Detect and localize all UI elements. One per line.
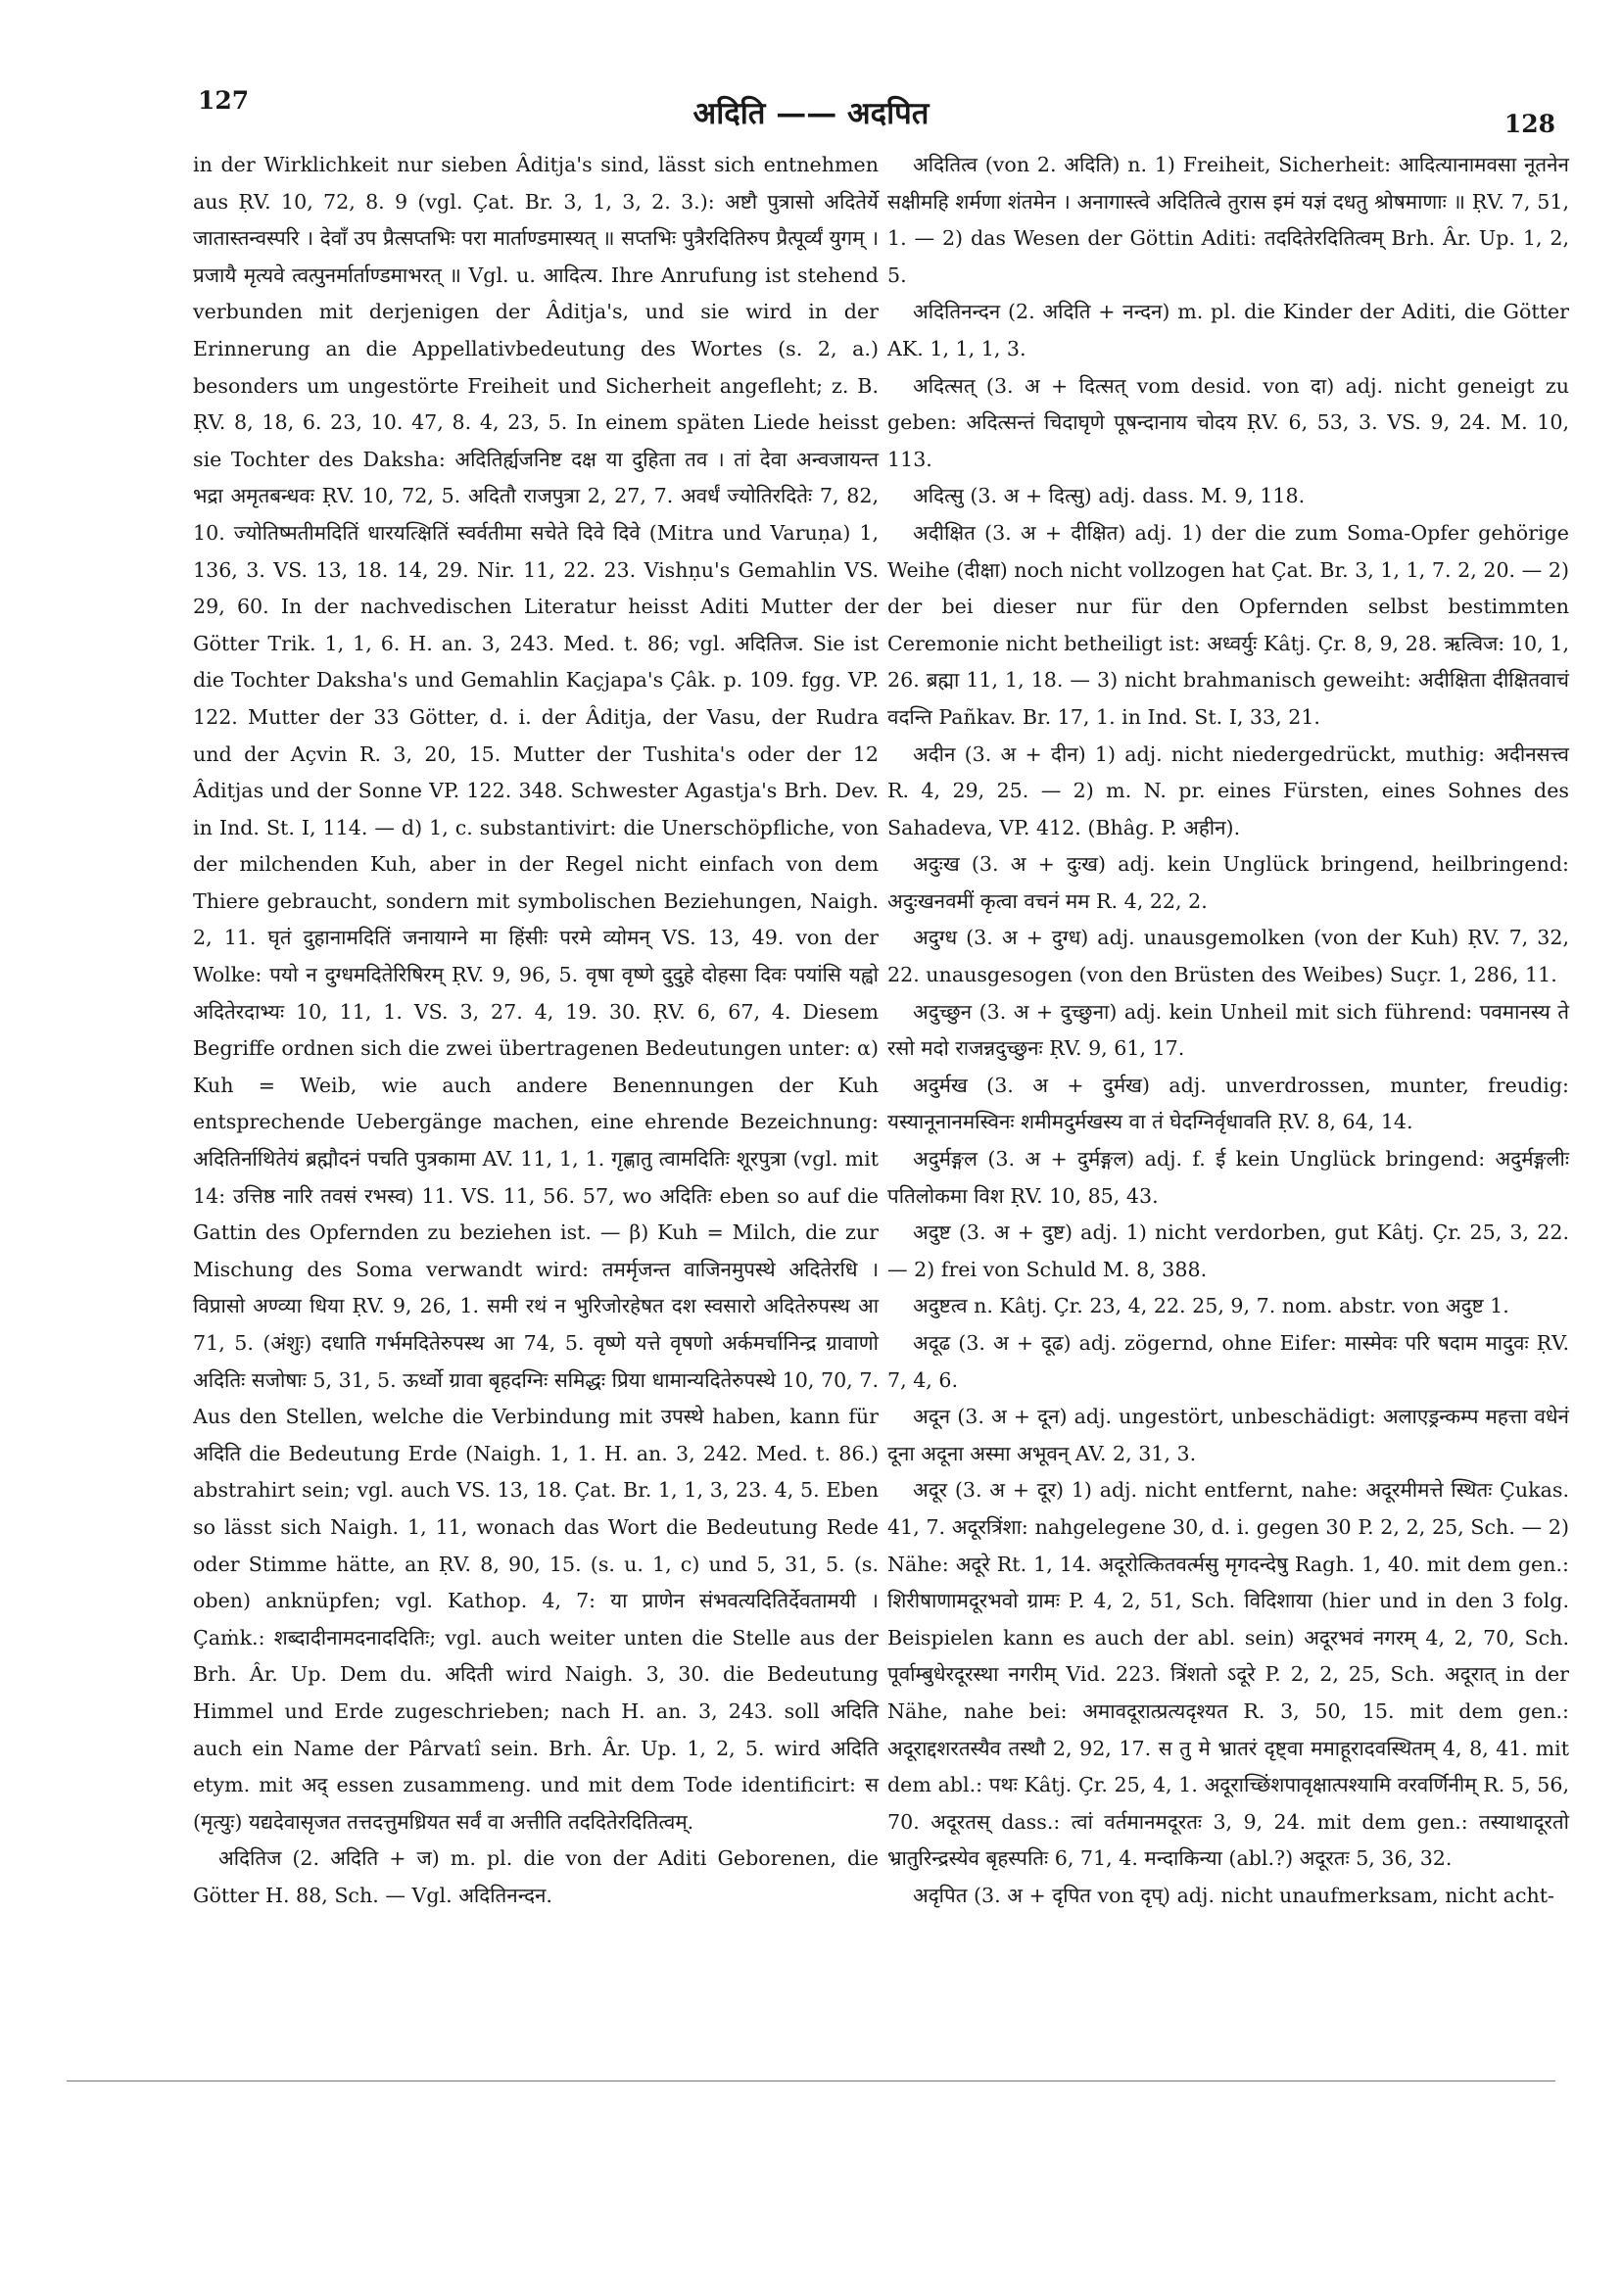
- running-head: अदिति —— अदपित: [692, 96, 930, 131]
- entry-adugdha: अदुग्ध (3. अ + दुग्ध) adj. unausgemolken (von der Kuh) ṚV. 7, 32, 22. unausgesogen (von den Brüsten des Weibes) Suçr. 1, 286, 11.: [887, 926, 1569, 987]
- left-paragraph-aditi-continued: in der Wirklichkeit nur sieben Âditja's sind, lässt sich entnehmen aus ṚV. 10, 72, 8. 9 (vgl. Çat. Br. 3, 1, 3, 2. 3.): अष्टौ पुत्रासो अदितेर्ये जातास्तन्वस्परि । देवाँ उप प्रैत्सप्तभिः परा मार्ताण्डमास्यत् ॥ सप्तभिः पुत्रैरदितिरुप प्रैत्पूर्व्यं युगम् । प्रजायै मृत्यवे त्वत्पुनर्मार्ताण्डमाभरत् ॥ Vgl. u. आदित्य. Ihre Anrufung ist stehend verbunden mit derjenigen der Âditja's, und sie wird in der Erinnerung an die Appellativbedeutung des Wortes (s. 2, a.) besonders um ungestörte Freiheit und Sicherheit angefleht; z. B. ṚV. 8, 18, 6. 23, 10. 47, 8. 4, 23, 5. In einem späten Liede heisst sie Tochter des Daksha: अदितिर्ह्यजनिष्ट दक्ष या दुहिता तव । तां देवा अन्वजायन्त भद्रा अमृतबन्धवः ṚV. 10, 72, 5. अदितौ राजपुत्रा 2, 27, 7. अवर्धं ज्योतिरदितेः 7, 82, 10. ज्योतिष्मतीमदितिं धारयत्क्षितिं स्वर्वतीमा सचेते दिवे दिवे (Mitra und Varuṇa) 1, 136, 3. VS. 13, 18. 14, 29. Nir. 11, 22. 23. Vishṇu's Gemahlin VS. 29, 60. In der nachvedischen Literatur heisst Aditi Mutter der Götter Trik. 1, 1, 6. H. an. 3, 243. Med. t. 86; vgl. अदितिज. Sie ist die Tochter Daksha's und Gemahlin Kaçjapa's Çâk. p. 109. fgg. VP. 122. Mutter der 33 Götter, d. i. der Âditja, der Vasu, der Rudra und der Açvin R. 3, 20, 15. Mutter der Tushita's oder der 12 Âditjas und der Sonne VP. 122. 348. Schwester Agastja's Brh. Dev. in Ind. St. I, 114. — d) 1, c. substantivirt: die Unerschöpfliche, von der milchenden Kuh, aber in der Regel nicht einfach von dem Thiere gebraucht, sondern mit symbolischen Beziehungen, Naigh. 2, 11. घृतं दुहानामदितिं जनायाग्ने मा हिंसीः परमे व्योमन् VS. 13, 49. von der Wolke: पयो न दुग्धमदितेरिषिरम् ṚV. 9, 96, 5. वृषा वृष्णे दुदुहे दोहसा दिवः पयांसि यह्वो अदितेरदाभ्यः 10, 11, 1. VS. 3, 27. 4, 19. 30. ṚV. 6, 67, 4. Diesem Begriffe ordnen sich die zwei übertragenen Bedeutungen unter: α) Kuh = Weib, wie auch andere Benennungen der Kuh entsprechende Uebergänge machen, eine ehrende Bezeichnung: अदितिर्नाथितेयं ब्रह्मौदनं पचति पुत्रकामा AV. 11, 1, 1. गृह्णातु त्वामदितिः शूरपुत्रा (vgl. mit 14: उत्तिष्ठ नारि तवसं रभस्व) 11. VS. 11, 56. 57, wo अदितिः eben so auf die Gattin des Opfernden zu beziehen ist. — β) Kuh = Milch, die zur Mischung des Soma verwandt wird: तमर्मृजन्त वाजिनमुपस्थे अदितेरधि । विप्रासो अण्व्या धिया ṚV. 9, 26, 1. समी रथं न भुरिजोरहेषत दश स्वसारो अदितेरुपस्थ आ 71, 5. (अंशुः) दधाति गर्भमदितेरुपस्थ आ 74, 5. वृष्णे यत्ते वृषणो अर्कमर्चानिन्द्र ग्रावाणो अदितिः सजोषाः 5, 31, 5. ऊर्ध्वो ग्रावा बृहदग्निः समिद्धः प्रिया धामान्यदितेरुपस्थे 10, 70, 7. Aus den Stellen, welche die Verbindung mit उपस्थे haben, kann für अदिति die Bedeutung Erde (Naigh. 1, 1. H. an. 3, 242. Med. t. 86.) abstrahirt sein; vgl. auch VS. 13, 18. Çat. Br. 1, 1, 3, 23. 4, 5. Eben so lässt sich Naigh. 1, 11, wonach das Wort die Bedeutung Rede oder Stimme hätte, an ṚV. 8, 90, 15. (s. u. 1, c) und 5, 31, 5. (s. oben) anknüpfen; vgl. Kathop. 4, 7: या प्राणेन संभवत्यदितिर्देवतामयी । Çaṁk.: शब्दादीनामदनाददितिः; vgl. auch weiter unten die Stelle aus der Brh. Âr. Up. Dem du. अदिती wird Naigh. 3, 30. die Bedeutung Himmel und Erde zugeschrieben; nach H. an. 3, 243. soll अदिति auch ein Name der Pârvatî sein. Brh. Âr. Up. 1, 2, 5. wird अदिति etym. mit अद् essen zusammeng. und mit dem Tode identificirt: स (मृत्युः) यद्यदेवासृजत तत्तदत्तुमध्रियत सर्वं वा अत्तीति तददितेरदितित्वम्.: [193, 153, 879, 1834]
- right-column: [887, 147, 1569, 1915]
- entry-aduna: अदून (3. अ + दून) adj. ungestört, unbeschädigt: अलाएड्रन्कम्प महत्ता वधेनं दूना अदूना अस्मा अभूवन् AV. 2, 31, 3.: [887, 1405, 1569, 1465]
- page-number-left: 127: [198, 86, 250, 115]
- entry-adushtatva: अदुष्टत्व n. Kâtj. Çr. 23, 4, 22. 25, 9, 7. nom. abstr. von अदुष्ट 1.: [913, 1294, 1509, 1318]
- entry-aduhkha: अदुःख (3. अ + दुःख) adj. kein Unglück bringend, heilbringend: अदुःखनवमीं कृत्वा वचनं मम R. 4, 22, 2.: [887, 852, 1569, 913]
- entry-aducchuna: अदुच्छुन (3. अ + दुच्छुना) adj. kein Unheil mit sich führend: पवमानस्य ते रसो मदो राजन्नदुच्छुनः ṚV. 9, 61, 17.: [887, 999, 1569, 1061]
- entry-aditinandana: अदितिनन्दन (2. अदिति + नन्दन) m. pl. die Kinder der Aditi, die Götter AK. 1, 1, 1, 3.: [887, 300, 1569, 360]
- entry-adititva: अदितित्व (von 2. अदिति) n. 1) Freiheit, Sicherheit: आदित्यानामवसा नूतनेन सक्षीमहि शर्मणा शंतमेन । अनागास्त्वे अदितित्वे तुरास इमं यज्ञं दधतु श्रोषमाणाः ॥ ṚV. 7, 51, 1. — 2) das Wesen der Göttin Aditi: तददितेरदितित्वम् Brh. Âr. Up. 1, 2, 5.: [887, 153, 1569, 287]
- entry-adurmakha: अदुर्मख (3. अ + दुर्मख) adj. unverdrossen, munter, freudig: यस्यानूनानमस्विनः शमीमदुर्मखस्य वा तं घेदग्निर्वृधावति ṚV. 8, 64, 14.: [887, 1073, 1569, 1134]
- entry-adurmangala: अदुर्मङ्गल (3. अ + दुर्मङ्गल) adj. f. ई kein Unglück bringend: अदुर्मङ्गलीः पतिलोकमा विश ṚV. 10, 85, 43.: [887, 1147, 1569, 1208]
- entry-adikshita: अदीक्षित (3. अ + दीक्षित) adj. 1) der die zum Soma-Opfer gehörige Weihe (दीक्षा) noch nicht vollzogen hat Çat. Br. 3, 1, 1, 7. 2, 20. — 2) der bei dieser nur für den Opfernden selbst bestimmten Ceremonie nicht betheiligt ist: अध्वर्युः Kâtj. Çr. 8, 9, 28. ऋत्विज: 10, 1, 26. ब्रह्मा 11, 1, 18. — 3) nicht brahmanisch geweiht: अदीक्षिता दीक्षितवाचं वदन्ति Pañkav. Br. 17, 1. in Ind. St. I, 33, 21.: [887, 520, 1569, 729]
- entry-adura: अदूर (3. अ + दूर) 1) adj. nicht entfernt, nahe: अदूरमीमत्ते स्थितः Çukas. 41, 7. अदूरत्रिंशा: nahgelegene 30, d. i. gegen 30 P. 2, 2, 25, Sch. — 2) Nähe: अदूरे Rt. 1, 14. अदूरोत्कितवर्त्मसु मृगदन्देषु Ragh. 1, 40. mit dem gen.: शिरीषाणामदूरभवो ग्रामः P. 4, 2, 51, Sch. विदिशाया (hier und in den 3 folg. Beispielen kann es auch der abl. sein) अदूरभवं नगरम् 4, 2, 70, Sch. पूर्वाम्बुधेरदूरस्था नगरीम् Vid. 223. त्रिंशतो ऽदूरे P. 2, 2, 25, Sch. अदूरात् in der Nähe, nahe bei: अमावदूरात्प्रत्यदृश्यत R. 3, 50, 15. mit dem gen.: अदूराद्दशरतस्यैव तस्थौ 2, 92, 17. स तु मे भ्रातरं दृष्ट्वा ममाहूरादवस्थितम् 4, 8, 41. mit dem abl.: पथः Kâtj. Çr. 25, 4, 1. अदूराच्छिंशपावृक्षात्पश्यामि वरवर्णिनीम् R. 5, 56, 70. अदूरतस् dass.: त्वां वर्तमानमदूरतः 3, 9, 24. mit dem gen.: तस्याथादूरतो भ्रातुरिन्द्रस्येव बृहस्पतिः 6, 71, 4. मन्दाकिन्या (abl.?) अदूरतः 5, 36, 32.: [887, 1478, 1569, 1871]
- entry-aditija: अदितिज (2. अदिति + ज) m. pl. die von der Aditi Geborenen, die Götter H. 88, Sch. — Vgl. अदितिनन्दन.: [193, 1846, 879, 1907]
- entry-aditsu: अदित्सु (3. अ + दित्सु) adj. dass. M. 9, 118.: [913, 484, 1306, 508]
- entry-adushta: अदुष्ट (3. अ + दुष्ट) adj. 1) nicht verdorben, gut Kâtj. Çr. 25, 3, 22. — 2) frei von Schuld M. 8, 388.: [887, 1220, 1569, 1281]
- entry-aditsat: अदित्सत् (3. अ + दित्सत् vom desid. von दा) adj. nicht geneigt zu geben: अदित्सन्तं चिदाघृणे पूषन्दानाय चोदय ṚV. 6, 53, 3. VS. 9, 24. M. 10, 113.: [887, 373, 1569, 471]
- entry-adripita: अदृपित (3. अ + दृपित von दृप्) adj. nicht unaufmerksam, nicht acht-: [913, 1883, 1554, 1907]
- left-column: [193, 147, 879, 1915]
- entry-adudha: अदूढ (3. अ + दूढ) adj. zögernd, ohne Eifer: मास्मेवः परि षदाम मादुवः ṚV. 7, 4, 6.: [887, 1331, 1569, 1392]
- page-number-right: 128: [1503, 110, 1555, 138]
- entry-adina: अदीन (3. अ + दीन) 1) adj. nicht niedergedrückt, muthig: अदीनसत्त्व R. 4, 29, 25. — 2) m. N. pr. eines Fürsten, eines Sohnes des Sahadeva, VP. 412. (Bhâg. P. अहीन).: [887, 741, 1569, 839]
